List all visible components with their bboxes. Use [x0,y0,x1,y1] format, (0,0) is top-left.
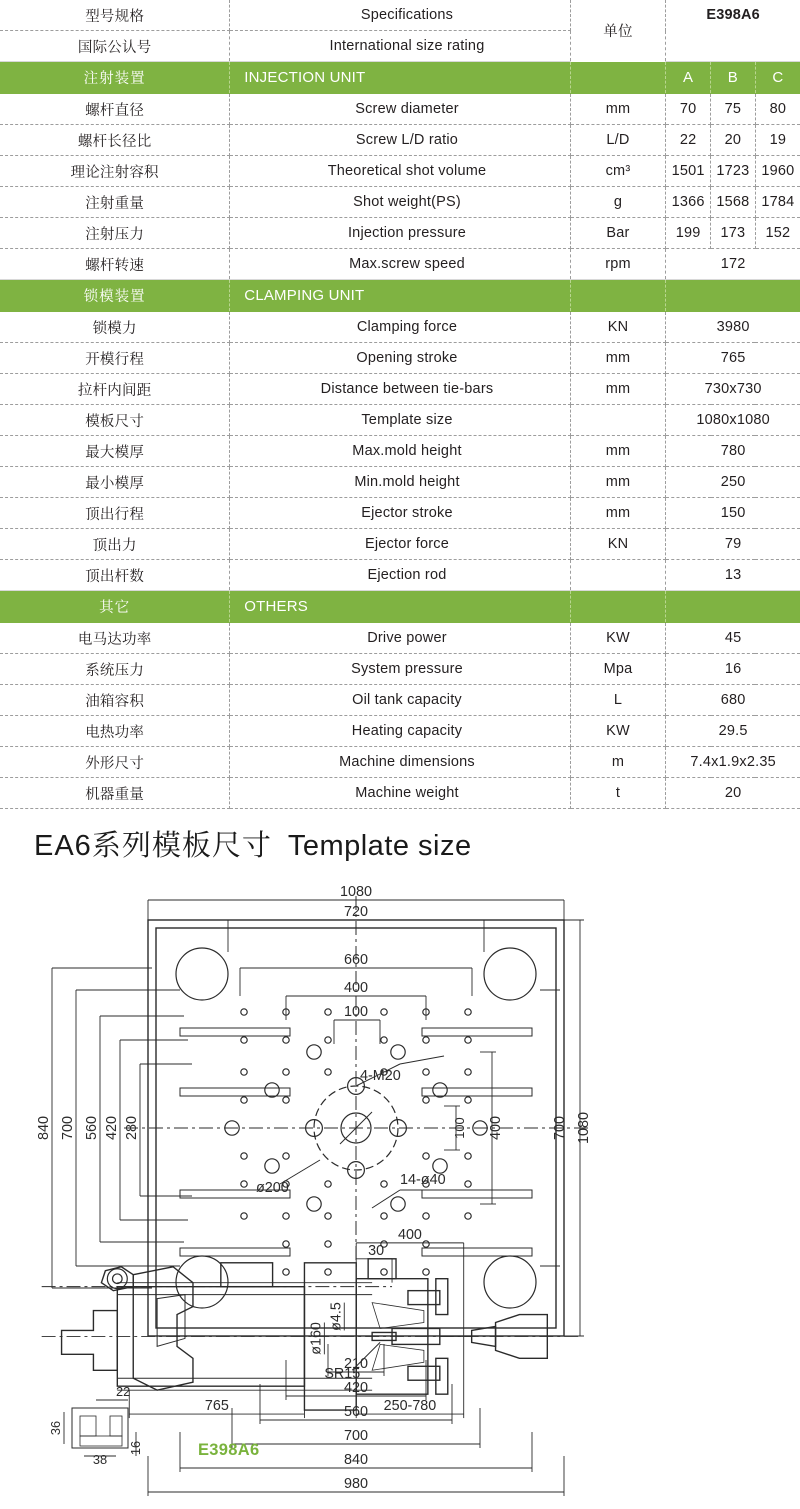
row-label-en: Shot weight(PS) [230,187,570,218]
row-value-merged: 7.4x1.9x2.35 [666,747,800,778]
row-label-en: Machine dimensions [230,747,570,778]
row-label-en: Ejection rod [230,560,570,591]
dim-left-280: 280 [124,1115,140,1141]
section-clamping-cn: 锁模装置 [0,280,230,312]
row-value-merged: 29.5 [666,716,800,747]
row-unit: m [570,747,666,778]
center-bore-group [306,1078,407,1179]
machine-drawing-svg [0,1215,800,1430]
row-value-c: 1960 [755,156,800,187]
annotation-14-dia-40: 14-ø40 [400,1172,446,1188]
row-unit: Mpa [570,654,666,685]
row-label-cn: 顶出杆数 [0,560,230,591]
table-header-row-2 [0,31,800,62]
template-title-cn: EA6系列模板尺寸 [34,830,272,862]
row-label-en: Heating capacity [230,716,570,747]
dim-sr15: SR15 [324,1366,361,1383]
dim-250-780: 250-780 [383,1398,437,1415]
section-others-spacer [666,591,800,623]
table-row [0,716,800,747]
table-row [0,747,800,778]
table-row [0,94,800,125]
row-label-cn: 系统压力 [0,654,230,685]
row-label-cn: 开模行程 [0,343,230,374]
dim-30: 30 [368,1242,385,1259]
section-clamping-unit [570,280,666,312]
header-model-en: Specifications [230,0,570,31]
detail-dim-38: 38 [92,1452,108,1467]
row-value-merged: 780 [666,436,800,467]
row-value-b: 20 [711,125,756,156]
table-row [0,156,800,187]
row-label-en: Template size [230,405,570,436]
variant-label-a: A [666,62,711,94]
row-value-merged: 172 [666,249,800,280]
table-row [0,685,800,716]
row-label-cn: 电热功率 [0,716,230,747]
header-rating-en: International size rating [230,31,570,62]
row-unit: mm [570,94,666,125]
template-size-title [34,823,472,864]
row-label-cn: 顶出力 [0,529,230,560]
dim-left-840: 840 [36,1115,52,1141]
row-label-en: Machine weight [230,778,570,809]
template-title-en: Template size [287,830,472,862]
row-value-a: 22 [666,125,711,156]
dim-bottom-560: 560 [343,1404,369,1420]
header-unit-label: 单位 [570,0,666,62]
dim-bottom-700: 700 [343,1428,369,1444]
table-row [0,125,800,156]
row-label-cn: 电马达功率 [0,623,230,654]
section-clamping-spacer [666,280,800,312]
dim-bottom-420: 420 [343,1380,369,1396]
detail-dim-22: 22 [116,1384,131,1399]
row-unit: cm³ [570,156,666,187]
row-value-b: 1568 [711,187,756,218]
annotation-4-m20: 4-M20 [360,1068,401,1084]
row-unit: KN [570,529,666,560]
row-label-en: Max.mold height [230,436,570,467]
row-label-cn: 外形尺寸 [0,747,230,778]
row-label-cn: 模板尺寸 [0,405,230,436]
row-label-cn: 最小模厚 [0,467,230,498]
row-unit: L [570,685,666,716]
dim-dia-4-5: ø4.5 [328,1302,345,1331]
dim-top-660: 660 [343,952,369,968]
detail-dim-16: 16 [128,1440,143,1456]
row-unit: mm [570,374,666,405]
row-value-c: 80 [755,94,800,125]
row-value-merged: 3980 [666,312,800,343]
header-spacer [666,31,800,62]
dim-765: 765 [204,1398,229,1415]
row-label-cn: 螺杆长径比 [0,125,230,156]
table-row [0,249,800,280]
dim-top-400: 400 [343,980,369,996]
row-label-en: Drive power [230,623,570,654]
dim-left-700: 700 [60,1115,76,1141]
row-value-merged: 730x730 [666,374,800,405]
table-header-row-1 [0,0,800,31]
row-unit [570,560,666,591]
row-label-en: Oil tank capacity [230,685,570,716]
section-injection-cn: 注射装置 [0,62,230,94]
row-label-cn: 机器重量 [0,778,230,809]
dim-right-100: 100 [452,1117,467,1139]
section-header-injection [0,62,800,94]
section-header-clamping [0,280,800,312]
row-value-b: 173 [711,218,756,249]
dim-left-420: 420 [104,1115,120,1141]
row-value-b: 75 [711,94,756,125]
row-value-c: 152 [755,218,800,249]
row-unit: Bar [570,218,666,249]
row-label-en: Clamping force [230,312,570,343]
row-label-en: Ejector force [230,529,570,560]
variant-label-b: B [711,62,756,94]
machine-dimensions [129,1227,463,1418]
dim-bottom-980: 980 [343,1476,369,1492]
row-value-merged: 20 [666,778,800,809]
model-caption: E398A6 [198,1441,260,1459]
section-injection-unit [570,62,666,94]
variant-label-c: C [755,62,800,94]
annotation-dia-200: ø200 [256,1180,289,1196]
section-header-others [0,591,800,623]
row-unit: mm [570,467,666,498]
row-label-cn: 注射压力 [0,218,230,249]
row-value-merged: 1080x1080 [666,405,800,436]
row-label-en: System pressure [230,654,570,685]
table-row [0,778,800,809]
row-label-en: Opening stroke [230,343,570,374]
row-label-cn: 锁模力 [0,312,230,343]
row-label-en: Ejector stroke [230,498,570,529]
row-label-en: Distance between tie-bars [230,374,570,405]
row-label-cn: 注射重量 [0,187,230,218]
row-label-cn: 最大模厚 [0,436,230,467]
row-unit: t [570,778,666,809]
row-label-cn: 螺杆直径 [0,94,230,125]
row-value-b: 1723 [711,156,756,187]
detail-dim-36: 36 [48,1420,63,1436]
dim-dia-160: ø160 [308,1322,325,1355]
row-value-merged: 13 [666,560,800,591]
row-label-en: Screw diameter [230,94,570,125]
row-value-merged: 250 [666,467,800,498]
dim-top-1080: 1080 [339,884,373,900]
row-unit [570,405,666,436]
row-label-cn: 油箱容积 [0,685,230,716]
row-unit: KW [570,716,666,747]
table-row [0,467,800,498]
row-unit: mm [570,498,666,529]
row-value-a: 1501 [666,156,711,187]
row-value-a: 1366 [666,187,711,218]
header-rating-cn: 国际公认号 [0,31,230,62]
row-unit: mm [570,436,666,467]
dim-left-560: 560 [84,1115,100,1141]
section-others-unit [570,591,666,623]
dim-right-1080: 1080 [576,1111,592,1145]
section-injection-en: INJECTION UNIT [230,62,570,94]
table-row [0,436,800,467]
row-unit: KN [570,312,666,343]
table-row [0,405,800,436]
row-value-c: 19 [755,125,800,156]
machine-technical-drawing [0,1215,800,1430]
row-unit: mm [570,343,666,374]
table-row [0,312,800,343]
dim-right-400: 400 [488,1115,504,1141]
row-value-merged: 680 [666,685,800,716]
table-row [0,218,800,249]
row-label-en: Min.mold height [230,467,570,498]
row-unit: g [570,187,666,218]
header-model-cn: 型号规格 [0,0,230,31]
row-label-en: Screw L/D ratio [230,125,570,156]
row-unit: L/D [570,125,666,156]
table-row [0,654,800,685]
table-row [0,529,800,560]
row-label-cn: 理论注射容积 [0,156,230,187]
dim-400: 400 [398,1226,422,1243]
row-label-cn: 螺杆转速 [0,249,230,280]
dim-right-700: 700 [552,1115,568,1141]
row-value-merged: 765 [666,343,800,374]
row-value-merged: 16 [666,654,800,685]
dim-bottom-210: 210 [343,1356,369,1372]
dim-top-720: 720 [343,904,369,920]
row-unit: rpm [570,249,666,280]
row-label-cn: 拉杆内间距 [0,374,230,405]
table-row [0,343,800,374]
row-label-en: Injection pressure [230,218,570,249]
row-label-en: Theoretical shot volume [230,156,570,187]
section-others-en: OTHERS [230,591,570,623]
row-unit: KW [570,623,666,654]
row-value-c: 1784 [755,187,800,218]
table-row [0,498,800,529]
row-value-a: 199 [666,218,711,249]
row-value-merged: 150 [666,498,800,529]
row-value-merged: 79 [666,529,800,560]
header-model-value: E398A6 [706,7,760,24]
row-value-a: 70 [666,94,711,125]
section-clamping-en: CLAMPING UNIT [230,280,570,312]
table-row [0,187,800,218]
row-label-en: Max.screw speed [230,249,570,280]
table-row [0,623,800,654]
row-value-merged: 45 [666,623,800,654]
top-dimensions [148,884,564,1044]
table-row [0,560,800,591]
dim-bottom-840: 840 [343,1452,369,1468]
dim-top-100: 100 [343,1004,369,1020]
row-label-cn: 顶出行程 [0,498,230,529]
table-row [0,374,800,405]
section-others-cn: 其它 [0,591,230,623]
